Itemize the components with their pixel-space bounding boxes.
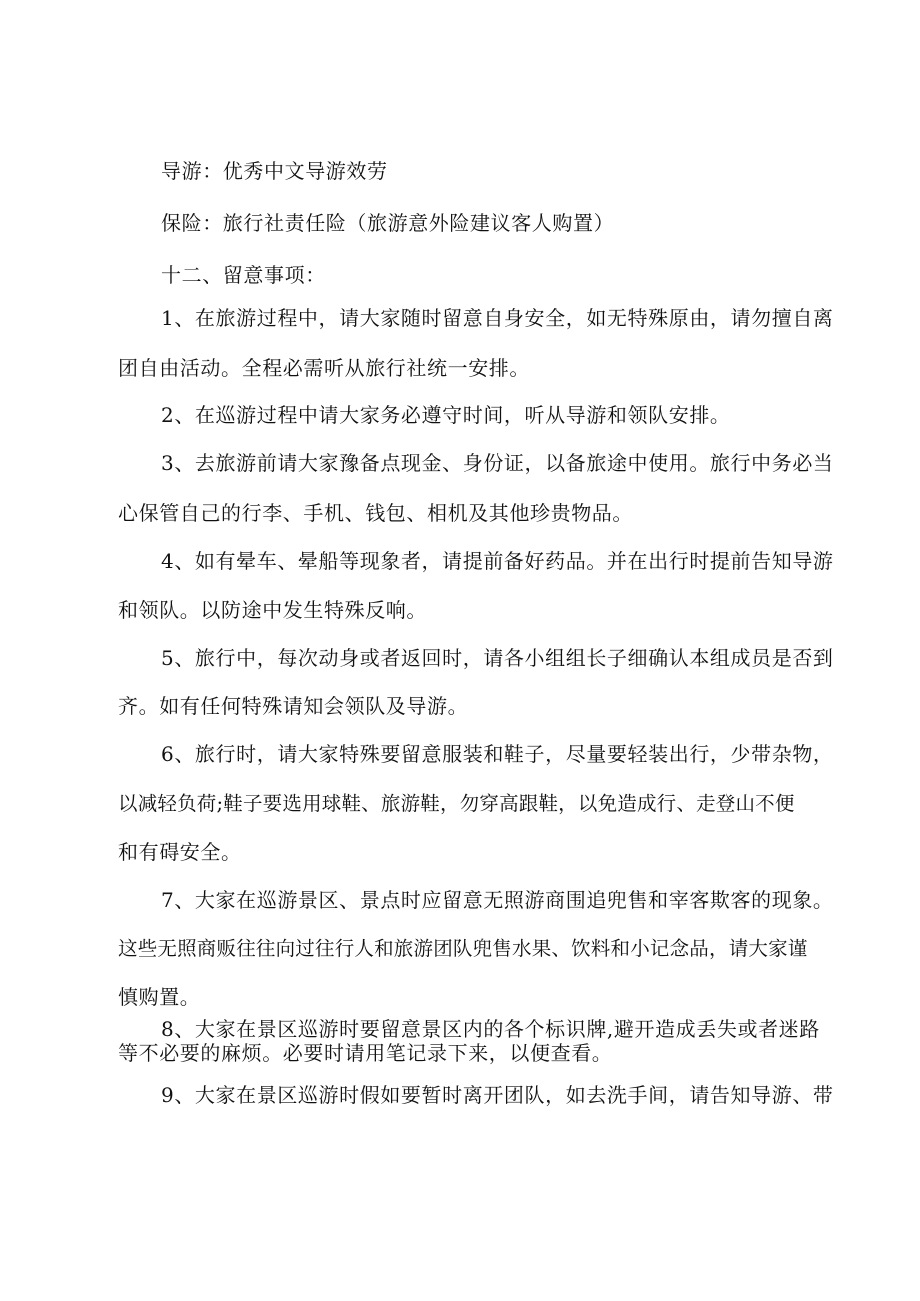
notice-3-line-2: 心保管自己的行李、手机、钱包、相机及其他珍贵物品。	[118, 501, 633, 525]
notice-6-line-2: 以减轻负荷;鞋子要选用球鞋、旅游鞋，勿穿高跟鞋，以免造成行、走登山不便	[118, 792, 795, 815]
guide-line: 导游：优秀中文导游效劳	[161, 159, 388, 183]
notice-1-line-2: 团自由活动。全程必需听从旅行社统一安排。	[118, 356, 530, 380]
notice-4-line-1: 4、如有晕车、晕船等现象者，请提前备好药品。并在出行时提前告知导游	[161, 549, 834, 573]
notice-3-line-1: 3、去旅游前请大家豫备点现金、身份证，以备旅途中使用。旅行中务必当	[161, 451, 834, 475]
notice-6-line-3: 和有碍安全。	[118, 840, 242, 864]
insurance-line: 保险：旅行社责任险（旅游意外险建议客人购置）	[161, 211, 615, 235]
notice-1-line-1: 1、在旅游过程中，请大家随时留意自身安全，如无特殊原由，请勿擅自离	[161, 306, 834, 330]
notice-4-line-2: 和领队。以防途中发生特殊反响。	[118, 598, 427, 622]
notice-7-line-1: 7、大家在巡游景区、景点时应留意无照游商围追兜售和宰客欺客的现象。	[161, 888, 834, 912]
section-heading: 十二、留意事项：	[161, 263, 326, 287]
notice-5-line-1: 5、旅行中，每次动身或者返回时，请各小组组长子细确认本组成员是否到	[161, 646, 834, 670]
notice-7-line-3: 慎购置。	[118, 985, 201, 1009]
notice-8-line-2: 等不必要的麻烦。必要时请用笔记录下来，以便查看。	[118, 1041, 613, 1065]
notice-7-line-2: 这些无照商贩往往向过往行人和旅游团队兜售水果、饮料和小记念品，请大家谨	[118, 937, 808, 960]
notice-9-line-1: 9、大家在景区巡游时假如要暂时离开团队，如去洗手间，请告知导游、带	[161, 1083, 834, 1107]
notice-8-line-1: 8、大家在景区巡游时要留意景区内的各个标识牌,避开造成丢失或者迷路	[161, 1017, 820, 1041]
notice-2-line-1: 2、在巡游过程中请大家务必遵守时间，听从导游和领队安排。	[161, 403, 731, 427]
notice-5-line-2: 齐。如有任何特殊请知会领队及导游。	[118, 694, 469, 718]
notice-6-line-1: 6、旅行时，请大家特殊要留意服装和鞋子，尽量要轻装出行，少带杂物，	[161, 742, 834, 766]
